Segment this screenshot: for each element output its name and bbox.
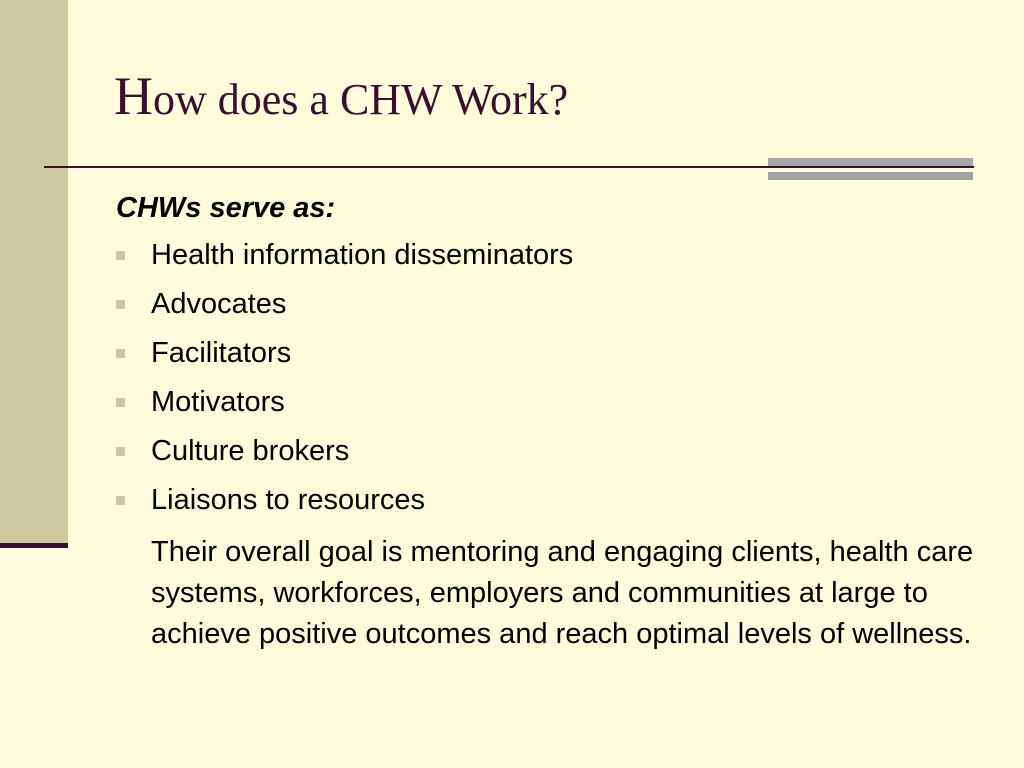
- slide-title-initial: H: [114, 66, 153, 126]
- list-item-label: Culture brokers: [151, 435, 350, 467]
- list-item-label: Facilitators: [151, 337, 292, 369]
- square-bullet-icon: [116, 447, 125, 456]
- left-decorative-band: [0, 0, 68, 545]
- square-bullet-icon: [116, 496, 125, 505]
- list-item-label: Liaisons to resources: [151, 484, 426, 516]
- list-item-label: Motivators: [151, 386, 285, 418]
- slide-title-rest: ow does a CHW Work?: [153, 75, 569, 124]
- square-bullet-icon: [116, 349, 125, 358]
- square-bullet-icon: [116, 300, 125, 309]
- left-accent-line: [0, 543, 68, 548]
- title-accent-bar: [768, 158, 973, 180]
- square-bullet-icon: [116, 398, 125, 407]
- list-item-label: Advocates: [151, 288, 287, 320]
- list-item-label: Health information disseminators: [151, 239, 574, 271]
- intro-heading: CHWs serve as:: [116, 192, 336, 224]
- slide-title: [114, 66, 568, 130]
- goal-paragraph: Their overall goal is mentoring and engaging clients, health care systems, workforces, employers and communities at large to achieve positive outcomes and reach optimal levels of wellness.: [151, 536, 974, 650]
- square-bullet-icon: [116, 251, 125, 260]
